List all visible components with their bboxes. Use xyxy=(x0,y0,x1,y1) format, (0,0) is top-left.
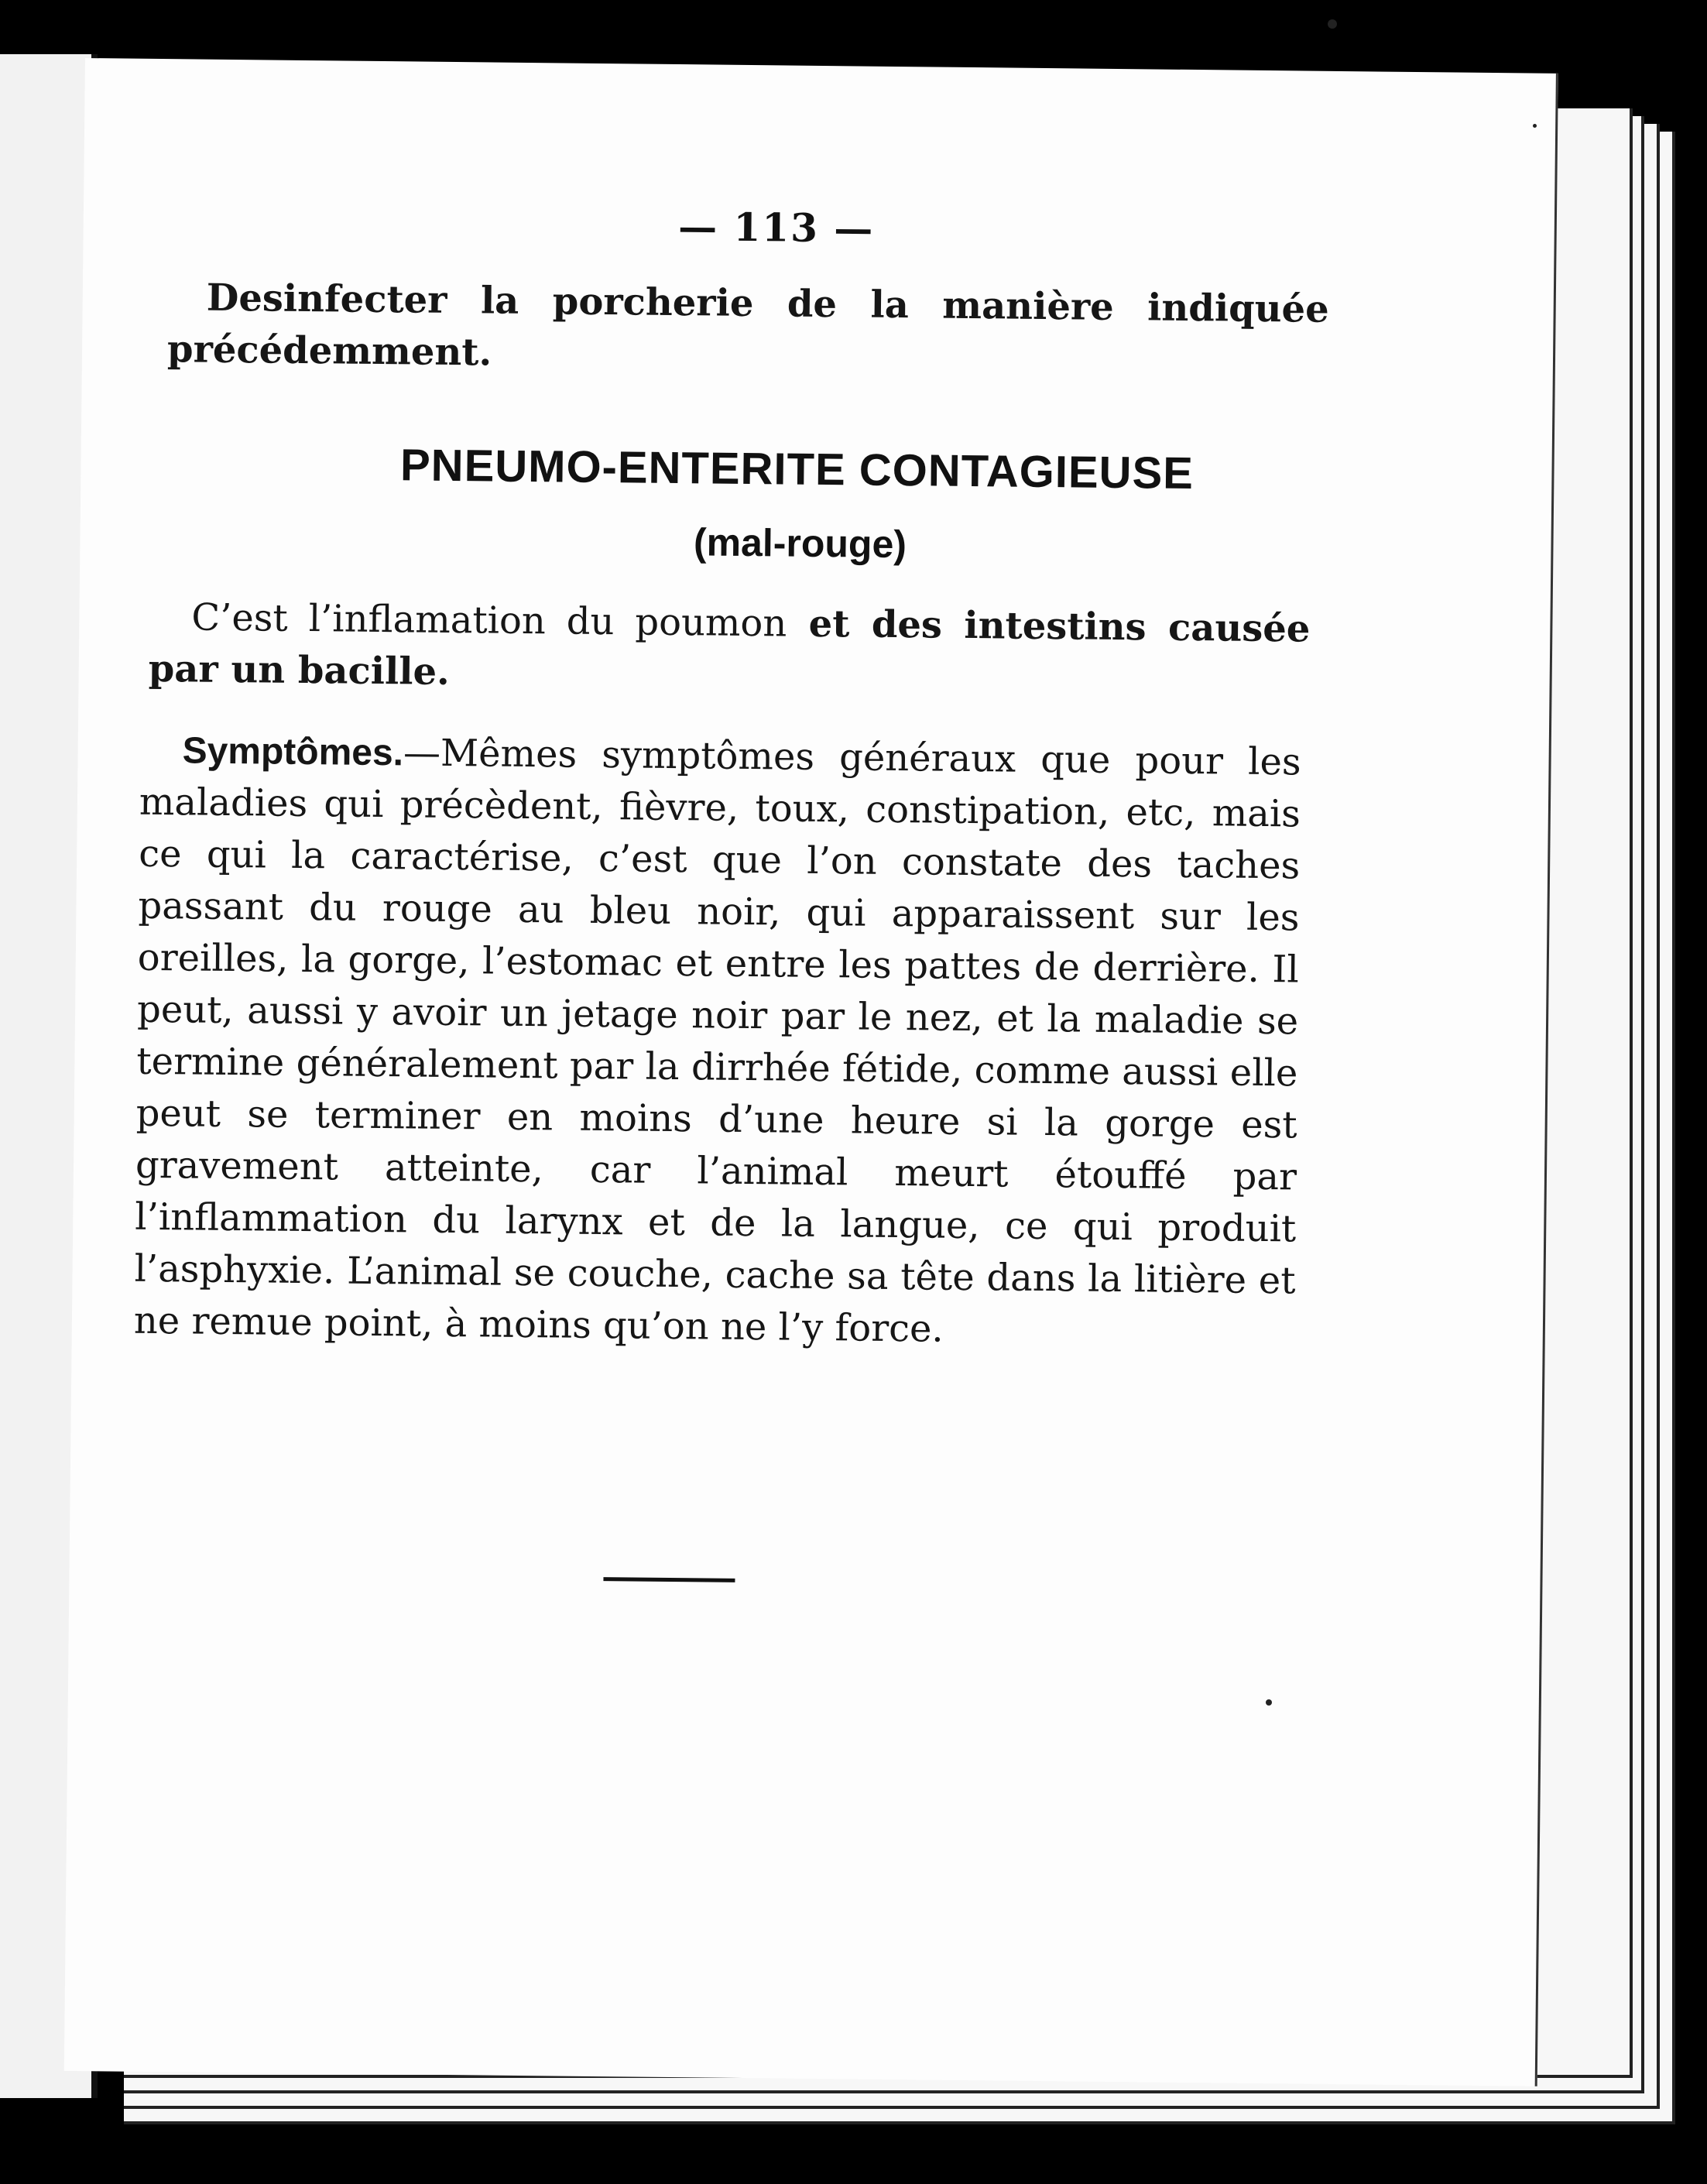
intro-paragraph: Desinfecter la porcherie de la manière indiquée précédemment. xyxy=(166,276,1329,375)
speck xyxy=(1266,1699,1272,1706)
symptoms-text: —Mêmes symptômes généraux que pour les maladies qui précèdent, fièvre, toux, constipation, etc, mais ce qui la caractérise, c’est que l’on constate des taches passant du rouge au bleu noir, qui apparaissent sur les oreilles, la gorge, l’estomac et entre les pattes de derrière. Il peut, aussi y avoir un jetage noir par le nez, et la maladie se termine généralement par la dirrhée fétide, comme aussi elle peut se terminer en moins d’une heure si la gorge est gravement atteinte, car l’animal meurt étouffé par l’inflammation du larynx et de la langue, ce qui produit l’asphyxie. L’animal se couche, cache sa tête dans la litière et ne remue point, à moins qu’on ne l’y force. xyxy=(133,731,1301,1351)
section-heading: PNEUMO-ENTERITE CONTAGIEUSE xyxy=(399,440,1195,499)
definition-paragraph xyxy=(148,591,1310,708)
section-subheading: (mal-rouge) xyxy=(693,520,907,567)
definition-lead: C’est l’inflamation du poumon xyxy=(191,595,787,646)
definition-rest: et des intestins causée par un bacille. xyxy=(148,602,1311,694)
page-number: — 113 — xyxy=(677,204,875,252)
symptoms-paragraph xyxy=(134,725,1301,1359)
speck xyxy=(1533,124,1537,128)
symptoms-label: Symptômes. xyxy=(182,730,404,774)
speck xyxy=(1328,19,1337,29)
section-end-rule xyxy=(603,1577,735,1582)
book-page xyxy=(64,58,1558,2086)
